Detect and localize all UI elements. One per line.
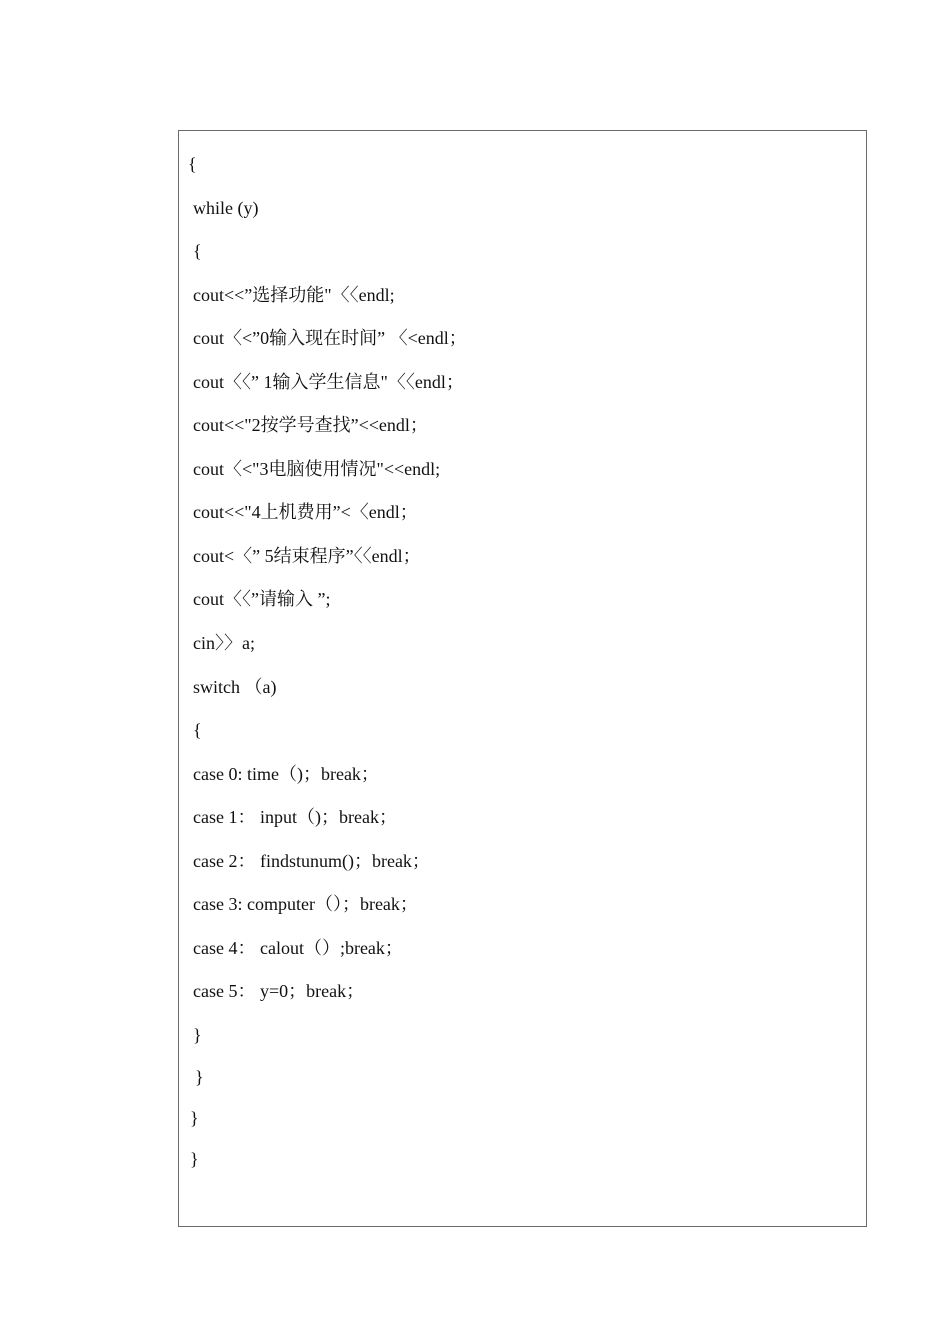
code-line: cout〈<"3电脑使用情况"<<endl; xyxy=(193,459,441,479)
code-line: cout<<”选择功能"〈〈endl; xyxy=(193,285,395,305)
code-line: cout<<"2按学号查找”<<endl； xyxy=(193,415,428,435)
code-line: } xyxy=(190,1108,199,1128)
code-line: cout〈〈”请输入 ”; xyxy=(193,589,331,609)
code-line: case 4： calout（）;break； xyxy=(193,938,403,958)
code-line: case 5： y=0；break； xyxy=(193,981,365,1001)
code-line: cout<<"4上机费用”<〈endl； xyxy=(193,502,418,522)
code-line: { xyxy=(193,720,202,740)
code-line: while (y) xyxy=(193,198,259,218)
code-line: cout<〈” 5结束程序”〈〈endl； xyxy=(193,546,421,566)
code-line: } xyxy=(195,1067,204,1087)
code-line: } xyxy=(190,1149,199,1169)
code-line: cin〉〉a; xyxy=(193,633,255,653)
code-line: case 2： findstunum()；break； xyxy=(193,851,430,871)
code-line: } xyxy=(193,1025,202,1045)
code-line: cout〈〈” 1输入学生信息"〈〈endl； xyxy=(193,372,464,392)
code-line: case 3: computer（）；break； xyxy=(193,894,418,914)
code-listing-box xyxy=(178,130,867,1227)
code-line: case 0: time（)；break； xyxy=(193,764,379,784)
code-line: switch （a) xyxy=(193,677,277,697)
code-line: case 1： input（)；break； xyxy=(193,807,397,827)
code-line: { xyxy=(193,241,202,261)
code-line: cout〈<”0输入现在时间” 〈<endl； xyxy=(193,328,467,348)
code-line: { xyxy=(188,154,197,174)
